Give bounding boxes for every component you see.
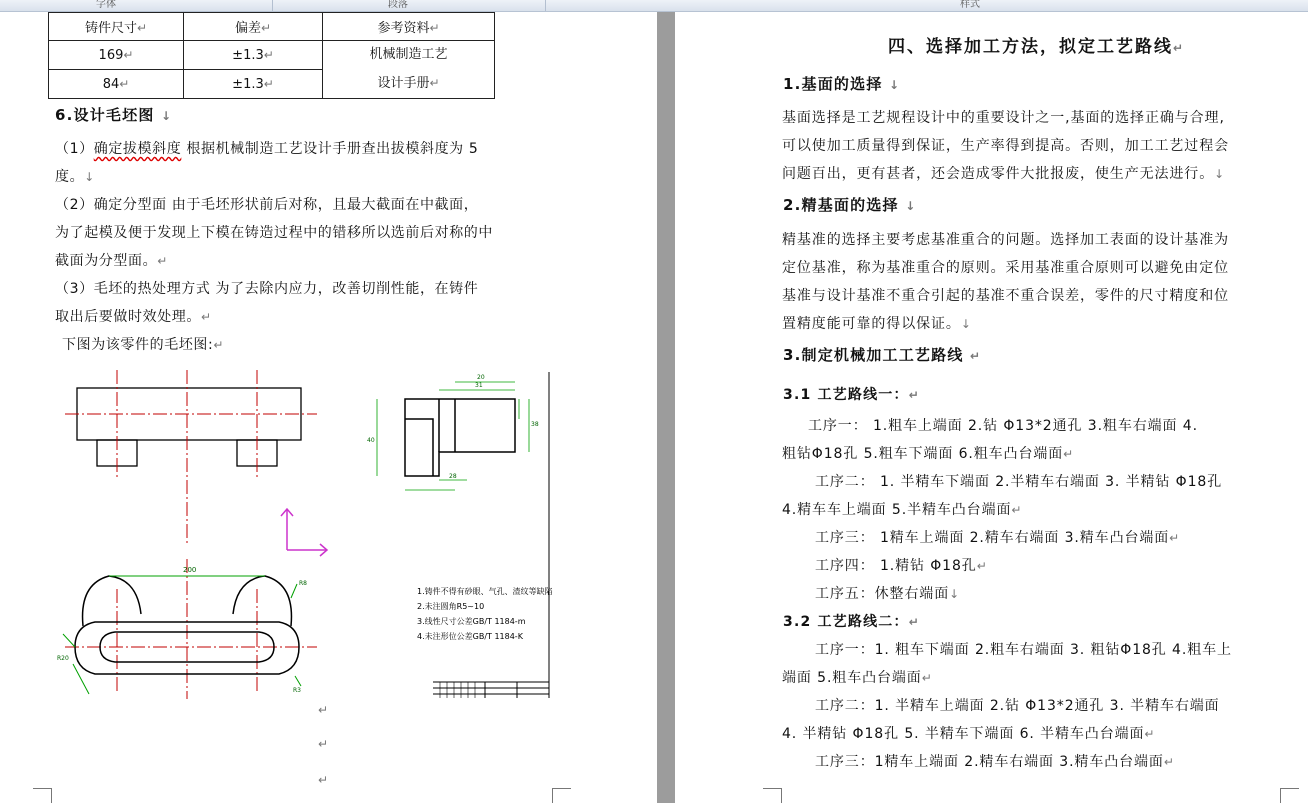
table-cell: 169 bbox=[98, 47, 124, 63]
route1-line: 工序三： 1精车上端面 2.精车右端面 3.精车凸台端面 bbox=[815, 530, 1170, 546]
p3-line2: 取出后要做时效处理。 bbox=[55, 309, 201, 325]
route2-line: 工序二：1. 半精车上端面 2.钻 Φ13*2通孔 3. 半精车右端面 bbox=[815, 698, 1220, 714]
route1-line: 粗钻Φ18孔 5.粗车下端面 6.粗车凸台端面 bbox=[782, 446, 1064, 462]
route2-line: 工序一：1. 粗车下端面 2.粗车右端面 3. 粗钻Φ18孔 4.粗车上 bbox=[815, 642, 1232, 658]
drawing-note: 1.铸件不得有砂眼、气孔、渣纹等缺陷 bbox=[417, 587, 553, 596]
table-cell: ±1.3 bbox=[232, 47, 264, 63]
dim-label: 38 bbox=[531, 421, 539, 428]
table-reference-line1: 机械制造工艺 bbox=[369, 47, 448, 62]
margin-corner bbox=[763, 788, 782, 803]
s1-line: 问题百出，更有甚者，还会造成零件大批报废，使生产无法进行。 bbox=[782, 166, 1215, 182]
side-view bbox=[405, 399, 515, 476]
top-view-dimensions bbox=[63, 576, 301, 694]
s1-line: 可以使加工质量得到保证，生产率得到提高。否则，加工工艺过程会 bbox=[782, 138, 1229, 154]
paragraph-mark: ↵ bbox=[318, 703, 329, 717]
table-reference-line2: 设计手册 bbox=[377, 76, 430, 91]
drawing-note: 2.未注圆角R5~10 bbox=[417, 602, 485, 611]
table-cell: 84 bbox=[102, 76, 120, 92]
margin-corner bbox=[33, 788, 52, 803]
s3-title: 3.制定机械加工工艺路线 bbox=[783, 346, 964, 364]
route2-line: 端面 5.粗车凸台端面 bbox=[782, 670, 922, 686]
table-cell: ±1.3 bbox=[232, 76, 264, 92]
p1-term: 确定拔模斜度 bbox=[93, 141, 182, 157]
dim-label: R8 bbox=[299, 580, 307, 587]
dim-label: 40 bbox=[367, 437, 375, 444]
route1-line: 工序五：休整右端面 bbox=[815, 586, 950, 602]
ucs-icon bbox=[281, 509, 327, 556]
p1-label: （1） bbox=[55, 141, 94, 157]
centerlines bbox=[65, 370, 317, 699]
margin-corner bbox=[552, 788, 571, 803]
ribbon-paragraph-label: 段落 bbox=[388, 0, 408, 10]
front-view bbox=[77, 388, 301, 466]
p2-line3: 截面为分型面。 bbox=[55, 253, 158, 269]
right-page[interactable]: 四、选择加工方法，拟定工艺路线↵ 1.基面的选择 ↓ 基面选择是工艺规程设计中的重要设计之一,基面的选择正确与合理, 可以使加工质量得到保证，生产率得到提高。否则，加工工艺过程会 问题百出，更有甚者，还会造成零件大批报废，使生产无法进行。↓ 2.精基面的选择 ↓ 精基准的选择主要考虑基准重合的问题。选择加工表面的设计基准为 定位基准，称为基准重合的原则。采用基准重合原则可以避免由定位 基准与设计基准不重合引起的基准不重合误差，零件的尺寸精度和位 置精度能可靠的得以保证。↓ 3.制定机械加工工艺路线 ↵ 3.1 工艺路线一：↵ 工序一： 1.粗车上端面 2.钻 Φ13*2通孔 3.粗车右端面 4. 粗钻Φ18孔 5.粗车下端面 6.粗车凸台端面↵ 工序二： 1. 半精车下端面 2.半精车右端面 3. 半精钻 Φ18孔 4.精车车上端面 5.半精车凸台端面↵ 工序三： 1精车上端面 2.精车右端面 3.精车凸台端面↵ 工序四： 1.精钻 Φ18孔↵ 工序五：休整右端面↓ 3.2 工艺路线二：↵ 工序一：1. 粗车下端面 2.粗车右端面 3. 粗钻Φ18孔 4.粗车上 端面 5.粗车凸台端面↵ 工序二：1. 半精车上端面 2.钻 Φ13*2通孔 3. 半精车右端面 4. 半精钻 Φ18孔 5. 半精车下端面 6. 半精车凸台端面↵ 工序三：1精车上端面 2.精车右端面 3.精车凸台端面↵ bbox=[675, 12, 1308, 803]
s2-line: 精基准的选择主要考虑基准重合的问题。选择加工表面的设计基准为 bbox=[782, 232, 1229, 248]
dim-label: 31 bbox=[475, 382, 483, 389]
p1-line2: 度。 bbox=[55, 169, 85, 185]
paragraph-mark: ↵ bbox=[318, 737, 329, 751]
table-row: 84↵ ±1.3↵ bbox=[49, 70, 495, 99]
s2-line: 基准与设计基准不重合引起的基准不重合误差，零件的尺寸精度和位 bbox=[782, 288, 1229, 304]
s1-title: 1.基面的选择 bbox=[783, 75, 883, 93]
margin-corner bbox=[1280, 788, 1299, 803]
casting-table bbox=[48, 12, 495, 99]
route1-line: 工序一： 1.粗车上端面 2.钻 Φ13*2通孔 3.粗车右端面 4. bbox=[808, 418, 1198, 434]
s2-line: 定位基准，称为基准重合的原则。采用基准重合原则可以避免由定位 bbox=[782, 260, 1229, 276]
chapter-title: 四、选择加工方法，拟定工艺路线 bbox=[888, 37, 1173, 57]
p2-line1: （2）确定分型面 由于毛坯形状前后对称，且最大截面在中截面， bbox=[55, 197, 479, 213]
s2-title: 2.精基面的选择 bbox=[783, 196, 899, 214]
drawing-note: 4.未注形位公差GB/T 1184-K bbox=[417, 632, 523, 641]
table-header-reference: 参考资料 bbox=[377, 21, 430, 36]
table-row: 铸件尺寸↵ 偏差↵ 参考资料↵ bbox=[49, 13, 495, 41]
dim-label: R20 bbox=[57, 655, 69, 662]
page-gap bbox=[657, 12, 675, 803]
dim-label: 20 bbox=[477, 374, 485, 381]
table-header-size: 铸件尺寸 bbox=[84, 21, 137, 36]
p3-line1: （3）毛坯的热处理方式 为了去除内应力，改善切削性能，在铸件 bbox=[55, 281, 479, 297]
blank-drawing bbox=[55, 364, 555, 699]
ribbon-font-label: 字体 bbox=[96, 0, 116, 10]
s1-line: 基面选择是工艺规程设计中的重要设计之一,基面的选择正确与合理, bbox=[782, 110, 1225, 126]
paragraph-mark: ↵ bbox=[318, 773, 329, 787]
route2-line: 4. 半精钻 Φ18孔 5. 半精车下端面 6. 半精车凸台端面 bbox=[782, 726, 1145, 742]
dim-label: 200 bbox=[183, 566, 197, 574]
route1-line: 4.精车车上端面 5.半精车凸台端面 bbox=[782, 502, 1012, 518]
s32-title: 3.2 工艺路线二： bbox=[783, 614, 909, 630]
drawing-note: 3.线性尺寸公差GB/T 1184-m bbox=[417, 617, 526, 626]
table-header-tolerance: 偏差 bbox=[234, 21, 261, 36]
figure-caption: 下图为该零件的毛坯图: bbox=[62, 337, 214, 353]
s2-line: 置精度能可靠的得以保证。 bbox=[782, 316, 961, 332]
route2-line: 工序三：1精车上端面 2.精车右端面 3.精车凸台端面 bbox=[815, 754, 1164, 770]
ribbon-strip bbox=[0, 0, 1308, 12]
p2-line2: 为了起模及便于发现上下模在铸造过程中的错移所以选前后对称的中 bbox=[55, 225, 493, 241]
left-page[interactable]: 铸件尺寸↵ 偏差↵ 参考资料↵ 169↵ ±1.3↵ 机械制造工艺 设计手册↵ 84↵ ±1.3↵ 6.设计毛坯图 ↓ （1）确定拔模斜度 根据机械制造工艺设计手册查出拔模斜度为 5 度。↓ （2）确定分型面 由于毛坯形状前后对称，且最大截面在中截面， 为了起模及便于发现上下模在铸造过程中的错移所以选前后对称的中 截面为分型面。↵ （3）毛坯的热处理方式 为了去除内应力，改善切削性能，在铸件 取出后要做时效处理。↵ 下图为该零件的毛坯图:↵ 200 R8 R20 R3 20 31 40 28 38 1.铸件不得有砂眼、气孔、渣纹等缺陷 2.未注圆角R5~10 3.线性尺寸公差GB/T 1184-m 4.未注形位公差GB/T 1184-K ↵ ↵ ↵ bbox=[0, 12, 657, 803]
dim-label: 28 bbox=[449, 473, 457, 480]
p1-rest: 根据机械制造工艺设计手册查出拔模斜度为 5 bbox=[181, 141, 479, 157]
table-row: 169↵ ±1.3↵ 机械制造工艺 设计手册↵ bbox=[49, 41, 495, 70]
dim-label: R3 bbox=[293, 687, 301, 694]
route1-line: 工序二： 1. 半精车下端面 2.半精车右端面 3. 半精钻 Φ18孔 bbox=[815, 474, 1223, 490]
route1-line: 工序四： 1.精钻 Φ18孔 bbox=[815, 558, 977, 574]
ribbon-styles-label: 样式 bbox=[960, 0, 980, 10]
section-6-title: 6.设计毛坯图 bbox=[55, 106, 155, 124]
s31-title: 3.1 工艺路线一： bbox=[783, 387, 909, 403]
